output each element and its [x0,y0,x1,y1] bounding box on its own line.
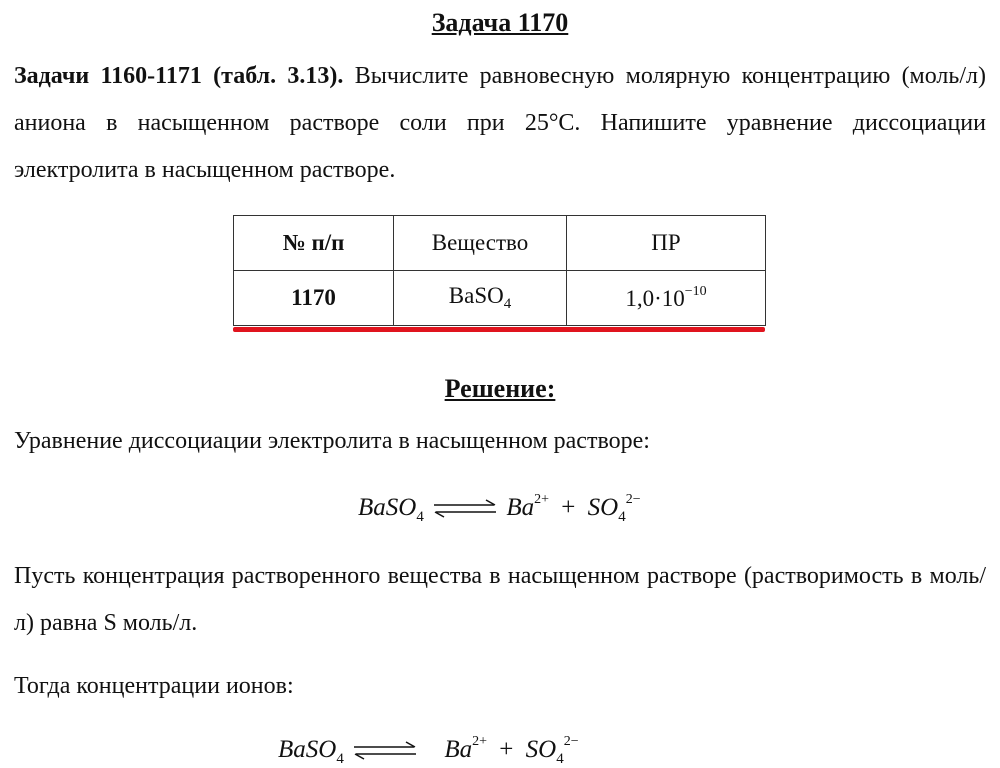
ion-concentrations-intro: Тогда концентрации ионов: [14,673,294,699]
table-header-row [234,216,766,271]
cation-charge: 2+ [534,492,550,507]
reactant-subscript: 4 [416,509,424,525]
problem-statement [14,53,986,194]
dissociation-equation [358,492,641,526]
header-substance: Вещество [394,216,567,271]
cation: Ba [444,736,473,763]
dissociation-equation-partial [278,734,579,768]
reactant: BaSO [278,736,337,763]
table-row [234,271,766,326]
cell-pr [567,271,766,326]
equilibrium-arrow-icon [432,499,498,519]
equilibrium-arrow-icon [352,741,418,761]
header-number: № п/п [234,216,394,271]
anion-subscript: 4 [618,509,626,525]
reactant-subscript: 4 [336,751,344,767]
solubility-table [233,215,765,326]
plus-sign: + [561,494,576,521]
solution-heading: Решение: [444,374,556,403]
problem-reference: Задачи 1160-1171 (табл. 3.13). [14,63,344,89]
pr-exponent: −10 [684,284,707,299]
anion-subscript: 4 [556,751,564,767]
substance-subscript: 4 [503,296,512,312]
cation-charge: 2+ [472,734,488,749]
anion-charge: 2− [563,734,579,749]
header-pr: ПР [567,216,766,271]
cell-substance [394,271,567,326]
problem-title: Задача 1170 [431,8,569,37]
anion: SO [525,736,557,763]
problem-text: Вычислите равновесную молярную концентрацию (моль/л) аниона в насыщенном растворе соли при 25°С. Напишите уравнение диссоциации электролита в насыщенном растворе. [14,63,986,183]
equation-intro: Уравнение диссоциации электролита в насыщенном растворе: [14,428,650,454]
plus-sign: + [499,736,514,763]
cell-number: 1170 [234,271,394,326]
anion-charge: 2− [625,492,641,507]
table-accent-underline [233,327,765,332]
cation: Ba [506,494,535,521]
reactant: BaSO [358,494,417,521]
solubility-assumption: Пусть концентрация растворенного вещества в насыщенном растворе (растворимость в моль/л) равна S моль/л. [14,563,986,636]
anion: SO [587,494,619,521]
substance-formula: BaSO [448,283,504,308]
pr-mantissa: 1,0·10 [625,286,685,311]
